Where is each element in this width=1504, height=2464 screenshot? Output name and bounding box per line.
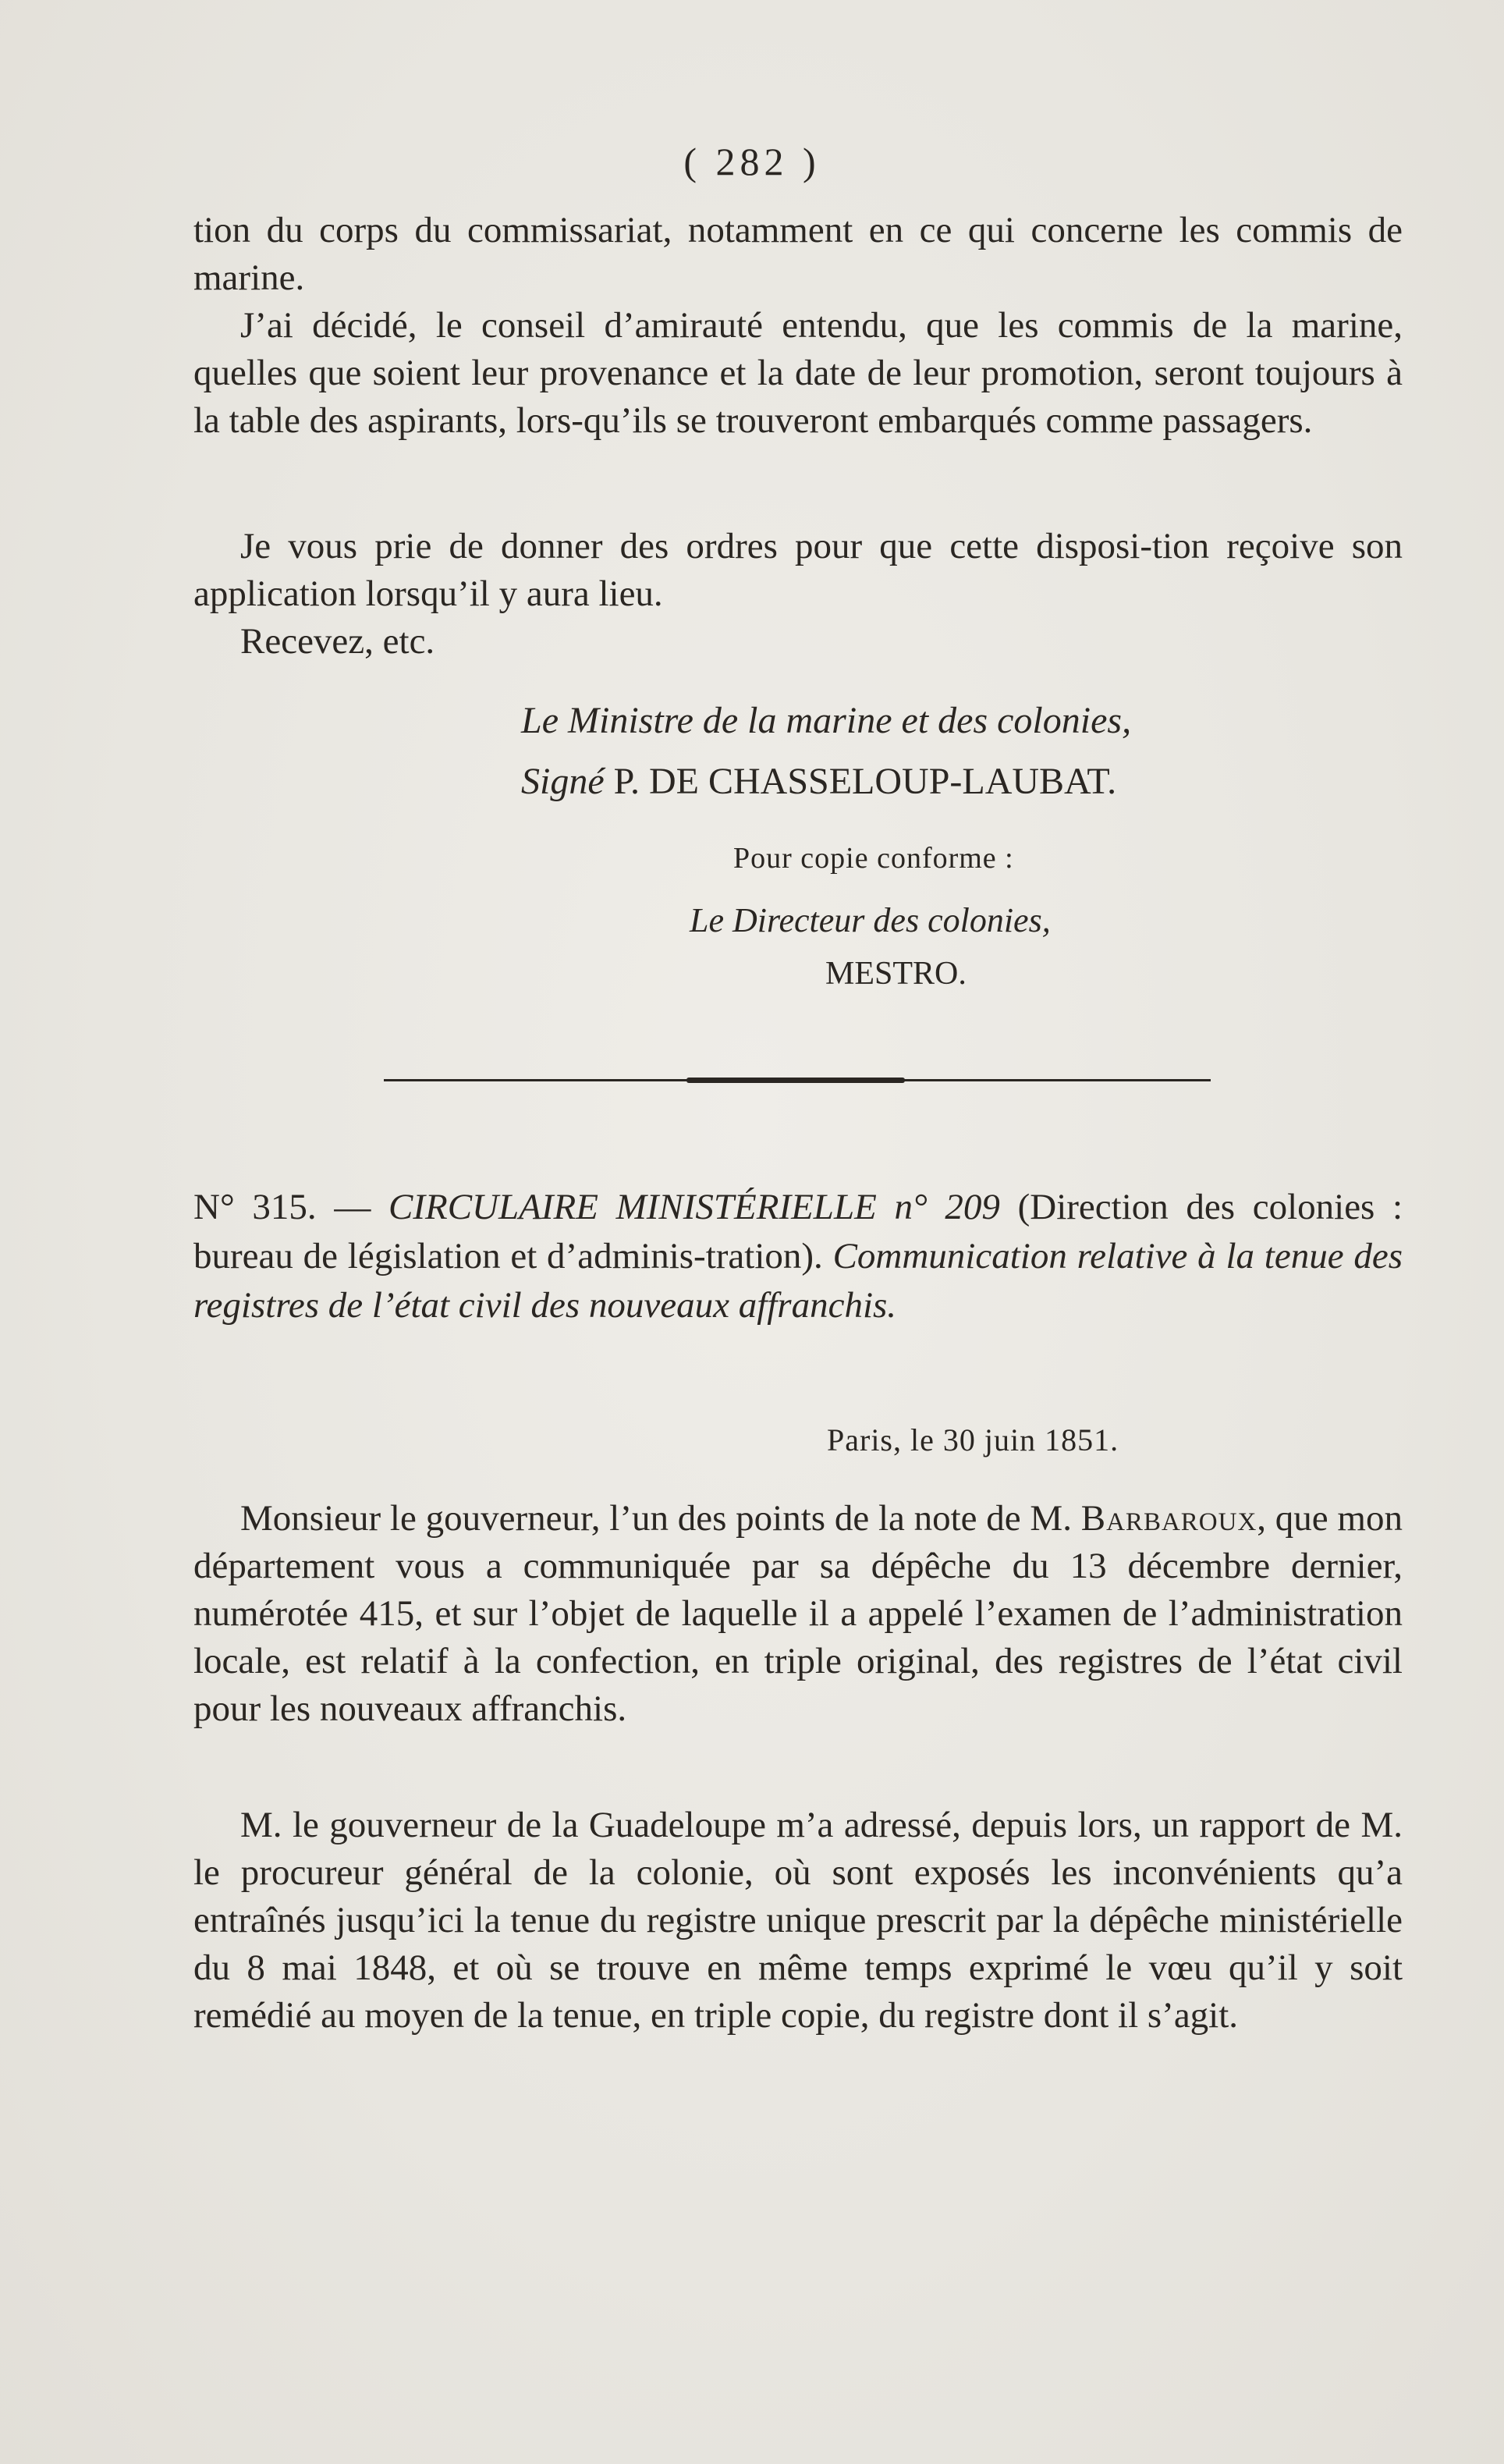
paragraph-continuation: tion du corps du commissariat, notamment en ce qui concerne les commis de marine. [193, 210, 1403, 298]
person-name: Barbaroux [1080, 1498, 1257, 1539]
letter-body-2 [193, 1802, 1403, 2040]
heading-dash: — [334, 1187, 371, 1227]
continued-text [193, 207, 1403, 302]
order-text [193, 523, 1403, 618]
body-p1-rest: , que mon département vous a communiquée par sa dépêche du 13 décembre dernier, numérotée 415, et sur l’objet de laquelle il a appelé l’examen de l’administration locale, est relatif à la confection, en triple original, des registres de l’état civil pour les nouveaux affranchis. [193, 1498, 1403, 1729]
circular-number: N° 315. [193, 1187, 317, 1227]
closing-formula: Recevez, etc. [240, 621, 435, 662]
letter-body-1 [193, 1495, 1403, 1733]
director-name: MESTRO. [825, 956, 967, 992]
body-p1-start: Monsieur le gouverneur, l’un des points de la note de M. [240, 1498, 1072, 1539]
director-title: Le Directeur des colonies, [690, 901, 1051, 939]
minister-name: P. DE CHASSELOUP-LAUBAT. [613, 761, 1117, 802]
section-divider-ornament [686, 1078, 905, 1083]
body-paragraph-2: M. le gouverneur de la Guadeloupe m’a adressé, depuis lors, un rapport de M. le procureur général de la colonie, où sont exposés les inconvénients qu’a entraînés jusqu’ici la tenue du registre unique prescrit par la dépêche ministérielle du 8 mai 1848, et où se trouve en même temps exprimé le vœu qu’il y soit remédié au moyen de la tenue, en triple copie, du registre dont il s’agit. [193, 1805, 1403, 2036]
paragraph-decision: J’ai décidé, le conseil d’amirauté entendu, que les commis de la marine, quelles que soient leur provenance et la date de leur promotion, seront toujours à la table des aspirants, lors-qu’ils se trouveront embarqués comme passagers. [193, 305, 1403, 441]
circular-heading-text [193, 1183, 1403, 1330]
minister-title: Le Ministre de la marine et des colonies, [521, 700, 1132, 741]
minister-signature [521, 758, 1116, 805]
circular-heading [193, 1183, 1403, 1330]
circular-type: CIRCULAIRE MINISTÉRIELLE [388, 1187, 877, 1227]
page-number: ( 282 ) [683, 140, 821, 183]
dateline: Paris, le 30 juin 1851. [827, 1422, 1119, 1457]
body-paragraph-1 [193, 1495, 1403, 1733]
circular-no: n° 209 [894, 1187, 1000, 1227]
paragraph-order: Je vous prie de donner des ordres pour que cette disposi-tion reçoive son application lorsqu’il y aura lieu. [193, 526, 1403, 614]
decision-text [193, 302, 1403, 445]
circular-subject: Communication relative à la tenue des registres de l’état civil des nouveaux affranchis. [193, 1236, 1403, 1326]
closing-text [193, 618, 1403, 666]
circular-direction: (Direction des colonies : bureau de législation et d’adminis-tration). [193, 1187, 1403, 1276]
copy-note: Pour copie conforme : [733, 842, 1014, 875]
signed-word: Signé [521, 761, 605, 802]
